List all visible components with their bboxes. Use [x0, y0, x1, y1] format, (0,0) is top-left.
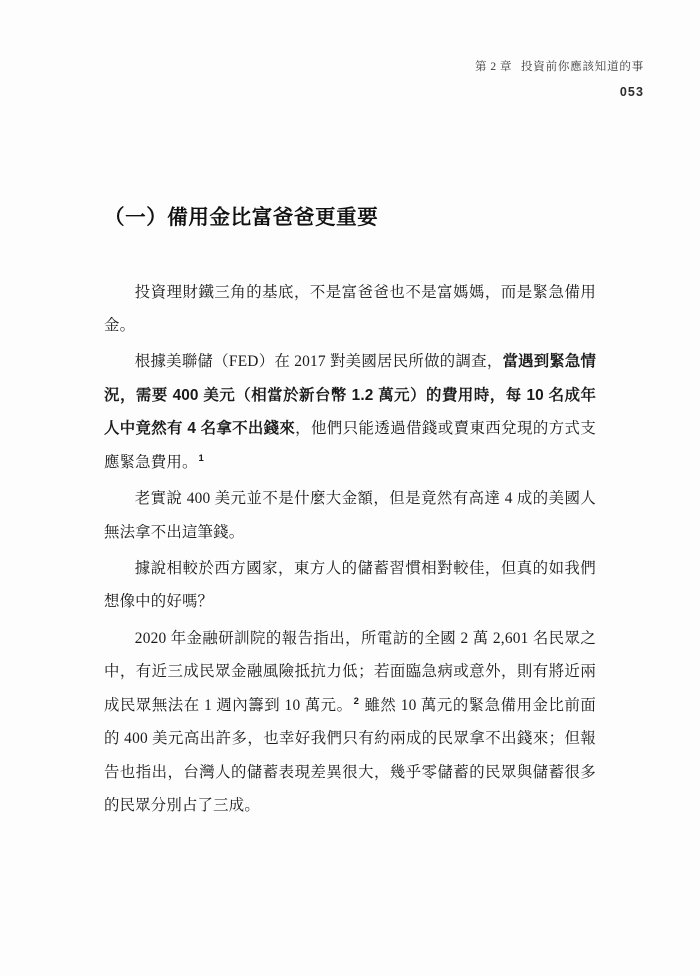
body-text: 老實說 400 美元並不是什麼大金額，但是竟然有高達 4 成的美國人無法拿不出這筆錢。 [104, 490, 596, 541]
page-number: 053 [619, 84, 644, 99]
paragraph [104, 345, 596, 479]
paragraph [104, 276, 596, 343]
paragraph-container [104, 276, 596, 823]
footnote-marker: 1 [198, 452, 205, 464]
body-text: ，他們只能透過借錢或賣東西兌現的方式支應緊急費用。 [104, 420, 596, 471]
footnote-marker: 2 [353, 695, 360, 707]
section-title: （一）備用金比富爸爸更重要 [104, 206, 379, 229]
running-header [475, 62, 644, 98]
body-text: 投資理財鐵三角的基底，不是富爸爸也不是富媽媽，而是緊急備用金。 [104, 283, 596, 335]
page-content [104, 205, 596, 822]
body-text: 根據美聯儲（FED）在 2017 對美國居民所做的調查， [134, 353, 503, 371]
paragraph [104, 482, 596, 549]
body-text: 據說相較於西方國家，東方人的儲蓄習慣相對較佳，但真的如我們想像中的好嗎？ [104, 560, 596, 611]
header-chapter-title: 投資前你應該知道的事 [521, 61, 644, 73]
paragraph [104, 622, 596, 823]
header-chapter-line [475, 62, 644, 74]
emphasis-text: 當遇到緊急情況，需要 400 美元（相當於新台幣 1.2 萬元）的費用時，每 10 名成年人中竟然有 4 名拿不出錢來 [104, 353, 597, 438]
header-chapter-number: 第 2 章 [475, 61, 512, 73]
body-text: 雖然 10 萬元的緊急備用金比前面的 400 美元高出許多，也幸好我們只有約兩成的民眾拿不出錢來；但報告也指出，台灣人的儲蓄表現差異很大，幾乎零儲蓄的民眾與儲蓄很多的民眾分別占了三成。 [104, 696, 596, 814]
body-text: 2020 年金融研訓院的報告指出，所電訪的全國 2 萬 2,601 名民眾之中，有近三成民眾金融風險抵抗力低；若面臨急病或意外，則有將近兩成民眾無法在 1 週內籌到 10 萬元。 [104, 629, 596, 714]
paragraph [104, 552, 596, 619]
